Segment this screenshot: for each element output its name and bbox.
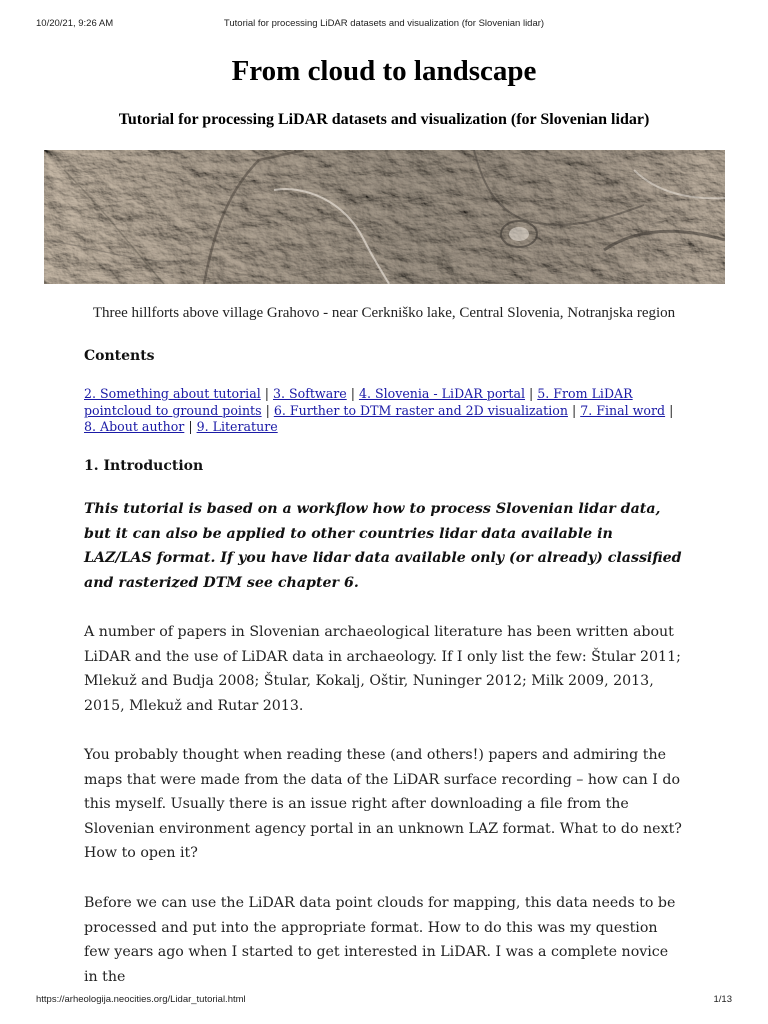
toc-separator: |	[567, 402, 581, 418]
page-title: From cloud to landscape	[231, 55, 537, 87]
print-page-title: Tutorial for processing LiDAR datasets and visualization (for Slovenian lidar)	[223, 18, 545, 29]
toc-separator: |	[184, 419, 197, 434]
print-footer	[36, 994, 732, 1008]
body-paragraph: You probably thought when reading these (and others!) papers and admiring the maps that were made from the data of the LiDAR surface recording – how can I do this myself. Usually there is an issue right after downloading a file from the Slovenian environment agency portal in an unknown LAZ format. What to do next? How to open it?	[84, 747, 682, 862]
body-paragraph: Before we can use the LiDAR data point clouds for mapping, this data needs to be processed and put into the appropriate format. How to do this was my question few years ago when I started to get interested in LiDAR. I was a complete novice in the	[84, 895, 676, 985]
hillshade-image	[44, 150, 725, 284]
toc-link-dtm-raster[interactable]: 6. Further to DTM raster and 2D visualization	[273, 402, 568, 418]
print-header	[36, 18, 732, 32]
print-timestamp: 10/20/21, 9:26 AM	[36, 18, 114, 29]
lead-paragraph: This tutorial is based on a workflow how to process Slovenian lidar data, but it can also be applied to other countries lidar data available in LAZ/LAS format. If you have lidar data available only (or already) classified and rasterized DTM see chapter 6.	[84, 501, 682, 591]
print-page-number: 1/13	[713, 994, 732, 1005]
introduction-heading: 1. Introduction	[84, 458, 204, 474]
page-subtitle: Tutorial for processing LiDAR datasets and visualization (for Slovenian lidar)	[118, 111, 650, 128]
image-caption: Three hillforts above village Grahovo - near Cerkniško lake, Central Slovenia, Notranjska region	[92, 305, 676, 321]
print-url: https://arheologija.neocities.org/Lidar_tutorial.html	[36, 994, 246, 1005]
toc-link-something-about-tutorial[interactable]: 2. Something about tutorial	[84, 386, 261, 401]
toc-separator: |	[346, 386, 359, 401]
toc-separator: |	[665, 402, 674, 418]
table-of-contents	[84, 386, 684, 436]
toc-link-about-author[interactable]: 8. About author	[84, 419, 185, 434]
toc-link-software[interactable]: 3. Software	[272, 386, 347, 401]
toc-link-final-word[interactable]: 7. Final word	[580, 402, 666, 418]
toc-separator: |	[260, 386, 273, 401]
toc-link-slovenia-lidar-portal[interactable]: 4. Slovenia - LiDAR portal	[358, 386, 526, 401]
toc-link-literature[interactable]: 9. Literature	[196, 419, 278, 434]
toc-separator: |	[525, 386, 538, 401]
body-paragraph: A number of papers in Slovenian archaeological literature has been written about LiDAR and the use of LiDAR data in archaeology. If I only list the few: Štular 2011; Mlekuž and Budja 2008; Štular, Kokalj, Oštir, Nuninger 2012; Milk 2009, 2013, 2015, Mlekuž and Rutar 2013.	[84, 624, 681, 714]
toc-separator: |	[261, 402, 274, 418]
toc-link-ground-points[interactable]: 5. From LiDAR pointcloud to ground points	[84, 386, 633, 418]
contents-heading: Contents	[84, 348, 155, 364]
